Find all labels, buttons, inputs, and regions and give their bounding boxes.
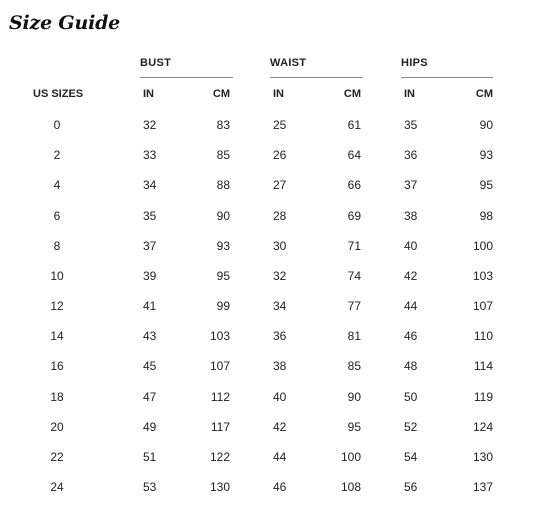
us-sizes-column-header: US SIZES: [33, 88, 84, 100]
waist-cm-cell: 108: [340, 480, 361, 494]
bust-group-header: BUST: [140, 57, 172, 69]
bust-in-cell: 39: [143, 269, 157, 283]
bust-in-cell: 43: [143, 329, 157, 343]
hips-in-cell: 37: [404, 178, 418, 192]
hips-cm-cell: 110: [473, 329, 493, 343]
hips-group-header: HIPS: [401, 57, 428, 69]
hips-in-cell: 48: [404, 359, 418, 373]
us-size-value: 10: [50, 269, 64, 283]
us-size-value: 8: [53, 239, 61, 253]
bust-cm-cell: 90: [216, 209, 230, 223]
waist-in-cell: 30: [273, 239, 287, 253]
bust-cm-cell: 83: [216, 118, 230, 132]
hips-in-cell: 40: [404, 239, 418, 253]
waist-in-cell: 34: [273, 299, 287, 313]
hips-in-cell: 38: [404, 209, 418, 223]
hips-cm-cell: 107: [472, 299, 493, 313]
us-size-value: 14: [50, 329, 64, 343]
us-size-value: 2: [53, 148, 61, 162]
hips-cm-cell: 114: [473, 359, 493, 373]
waist-in-cell: 27: [273, 178, 287, 192]
waist-cm-cell: 95: [347, 420, 361, 434]
us-size-value: 4: [53, 178, 61, 192]
hips-cm-cell: 119: [473, 390, 493, 404]
us-size-value: 12: [50, 299, 64, 313]
us-size-value: 20: [50, 420, 64, 434]
hips-in-cell: 52: [404, 420, 418, 434]
us-size-value: 18: [50, 390, 64, 404]
bust-cm-cell: 107: [209, 359, 230, 373]
us-size-value: 24: [50, 480, 64, 494]
waist-cm-cell: 77: [347, 299, 361, 313]
bust-cm-cell: 93: [216, 239, 230, 253]
bust-in-cell: 32: [143, 118, 157, 132]
bust-group-divider: [140, 77, 233, 78]
waist-cm-cell: 74: [347, 269, 361, 283]
us-size-value: 16: [50, 359, 64, 373]
bust-cm-cell: 117: [210, 420, 230, 434]
bust-cm-cell: 122: [209, 450, 230, 464]
waist-in-column-header: IN: [273, 88, 284, 100]
waist-in-cell: 40: [273, 390, 287, 404]
waist-cm-cell: 66: [347, 178, 361, 192]
waist-in-cell: 42: [273, 420, 287, 434]
waist-in-cell: 26: [273, 148, 287, 162]
waist-cm-cell: 69: [347, 209, 361, 223]
bust-in-cell: 49: [143, 420, 157, 434]
hips-cm-cell: 103: [472, 269, 493, 283]
bust-in-cell: 47: [143, 390, 157, 404]
waist-in-cell: 28: [273, 209, 287, 223]
waist-group-header: WAIST: [270, 57, 307, 69]
bust-in-cell: 41: [143, 299, 157, 313]
bust-in-cell: 34: [143, 178, 157, 192]
hips-in-cell: 56: [404, 480, 418, 494]
waist-cm-cell: 90: [347, 390, 361, 404]
bust-in-cell: 37: [143, 239, 157, 253]
bust-cm-cell: 95: [216, 269, 230, 283]
hips-cm-cell: 90: [479, 118, 493, 132]
hips-in-cell: 36: [404, 148, 418, 162]
bust-cm-cell: 112: [210, 390, 230, 404]
us-size-value: 0: [53, 118, 61, 132]
bust-in-cell: 33: [143, 148, 157, 162]
waist-cm-cell: 100: [340, 450, 361, 464]
waist-in-cell: 32: [273, 269, 287, 283]
hips-cm-cell: 100: [472, 239, 493, 253]
bust-cm-cell: 130: [209, 480, 230, 494]
hips-cm-cell: 130: [472, 450, 493, 464]
bust-cm-column-header: CM: [212, 88, 230, 100]
hips-cm-cell: 93: [479, 148, 493, 162]
bust-in-cell: 45: [143, 359, 157, 373]
hips-in-cell: 42: [404, 269, 418, 283]
waist-cm-column-header: CM: [343, 88, 361, 100]
us-size-value: 6: [53, 209, 61, 223]
hips-cm-cell: 98: [479, 209, 493, 223]
bust-in-cell: 53: [143, 480, 157, 494]
waist-cm-cell: 64: [347, 148, 361, 162]
bust-cm-cell: 103: [209, 329, 230, 343]
waist-cm-cell: 81: [347, 329, 361, 343]
hips-in-cell: 50: [404, 390, 418, 404]
waist-group-divider: [270, 77, 363, 78]
waist-cm-cell: 85: [347, 359, 361, 373]
bust-cm-cell: 85: [216, 148, 230, 162]
waist-in-cell: 46: [273, 480, 287, 494]
waist-in-cell: 38: [273, 359, 287, 373]
bust-cm-cell: 99: [216, 299, 230, 313]
bust-in-cell: 35: [143, 209, 157, 223]
hips-in-cell: 46: [404, 329, 418, 343]
hips-cm-cell: 95: [479, 178, 493, 192]
waist-cm-cell: 61: [347, 118, 361, 132]
page-title: Size Guide: [9, 12, 121, 34]
hips-cm-cell: 124: [472, 420, 493, 434]
hips-in-cell: 35: [404, 118, 418, 132]
waist-in-cell: 44: [273, 450, 287, 464]
hips-in-cell: 44: [404, 299, 418, 313]
hips-cm-cell: 137: [472, 480, 493, 494]
bust-in-cell: 51: [143, 450, 157, 464]
waist-cm-cell: 71: [347, 239, 361, 253]
waist-in-cell: 36: [273, 329, 287, 343]
hips-in-cell: 54: [404, 450, 418, 464]
waist-in-cell: 25: [273, 118, 287, 132]
bust-in-column-header: IN: [143, 88, 154, 100]
hips-in-column-header: IN: [404, 88, 415, 100]
bust-cm-cell: 88: [216, 178, 230, 192]
hips-cm-column-header: CM: [475, 88, 493, 100]
hips-group-divider: [401, 77, 493, 78]
us-size-value: 22: [50, 450, 64, 464]
